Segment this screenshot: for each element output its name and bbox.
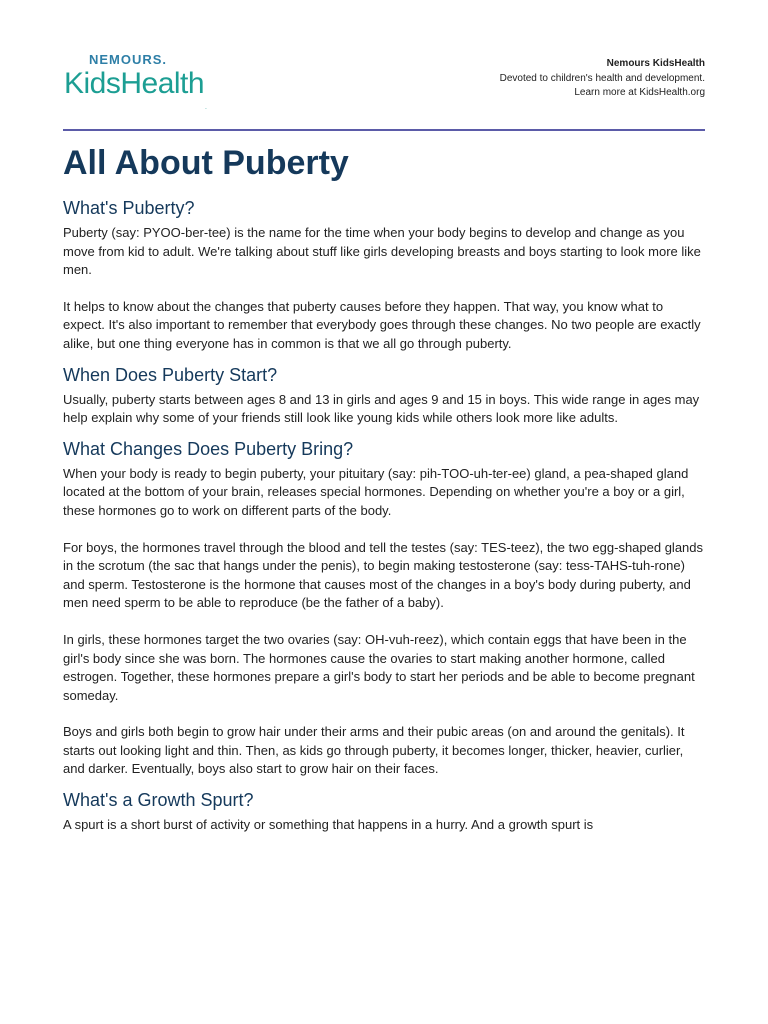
- paragraph: A spurt is a short burst of activity or something that happens in a hurry. And a growth spurt is: [63, 817, 594, 833]
- logo-kidshealth-text: [64, 67, 234, 111]
- logo-kidshealth-word: KidsHealth: [64, 67, 205, 100]
- section-whats-puberty: [63, 196, 705, 354]
- header-learn-more: Learn more at KidsHealth.org: [574, 87, 705, 98]
- header-tagline: Devoted to children's health and development.: [499, 72, 705, 84]
- paragraph: In girls, these hormones target the two ovaries (say: OH-vuh-reez), which contain eggs that have been in the girl's body since she was born. The hormones cause the ovaries to start making another hormone, called estrogen. Together, these hormones prepare a girl's body to start her periods and be able to become pregnant someday.: [63, 631, 695, 703]
- header-brand: Nemours KidsHealth: [606, 58, 705, 69]
- paragraph: For boys, the hormones travel through the blood and tell the testes (say: TES-teez), the two egg-shaped glands in the scrotum (the sac that hangs under the penis), to begin making testosterone (say: tess-TAHS-tuh-rone) and sperm. Testosterone is the hormone that causes most of the changes in a boy's body during puberty, and men need sperm to be able to reproduce (be the father of a baby).: [63, 539, 704, 611]
- article-content: [63, 196, 705, 853]
- section-when-does-puberty-start: [63, 363, 705, 428]
- paragraph: When your body is ready to begin puberty, your pituitary (say: pih-TOO-uh-ter-ee) gland, a pea-shaped gland located at the bottom of your brain, releases special hormones. Depending on whether you're a boy or a girl, these hormones go to work on different parts of the body.: [63, 465, 689, 518]
- section-heading: What's a Growth Spurt?: [63, 790, 254, 811]
- paragraph: Boys and girls both begin to grow hair under their arms and their pubic areas (on and around the genitals). It starts out looking light and thin. Then, as kids go through puberty, it becomes longer, thicker, heavier, curlier, and darker. Eventually, boys also start to grow hair on their faces.: [63, 724, 685, 777]
- section-heading: What Changes Does Puberty Bring?: [63, 438, 354, 459]
- section-what-changes: [63, 437, 705, 779]
- page-header: [63, 0, 705, 130]
- paragraph: Puberty (say: PYOO-ber-tee) is the name for the time when your body begins to develop and change as you move from kid to adult. We're talking about stuff like girls developing breasts and boys starting to look more like men.: [63, 225, 701, 278]
- section-growth-spurt: [63, 788, 705, 835]
- section-heading: What's Puberty?: [63, 198, 195, 218]
- kidshealth-logo: [64, 52, 234, 111]
- logo-nemours-text: NEMOURS.: [88, 52, 168, 67]
- header-divider: [63, 129, 705, 131]
- page-title: All About Puberty: [63, 144, 349, 182]
- document-page: [63, 0, 705, 833]
- logo-mark: .: [205, 105, 207, 111]
- header-info: [500, 57, 705, 101]
- paragraph: Usually, puberty starts between ages 8 and 13 in girls and ages 9 and 15 in boys. This wide range in ages may help explain why some of your friends still look like young kids while others look more like adults.: [63, 391, 700, 426]
- section-heading: When Does Puberty Start?: [63, 364, 278, 385]
- paragraph: It helps to know about the changes that puberty causes before they happen. That way, you know what to expect. It's also important to remember that everybody goes through these changes. No two people are exactly alike, but one thing everyone has in common is that we all go through puberty.: [63, 298, 701, 351]
